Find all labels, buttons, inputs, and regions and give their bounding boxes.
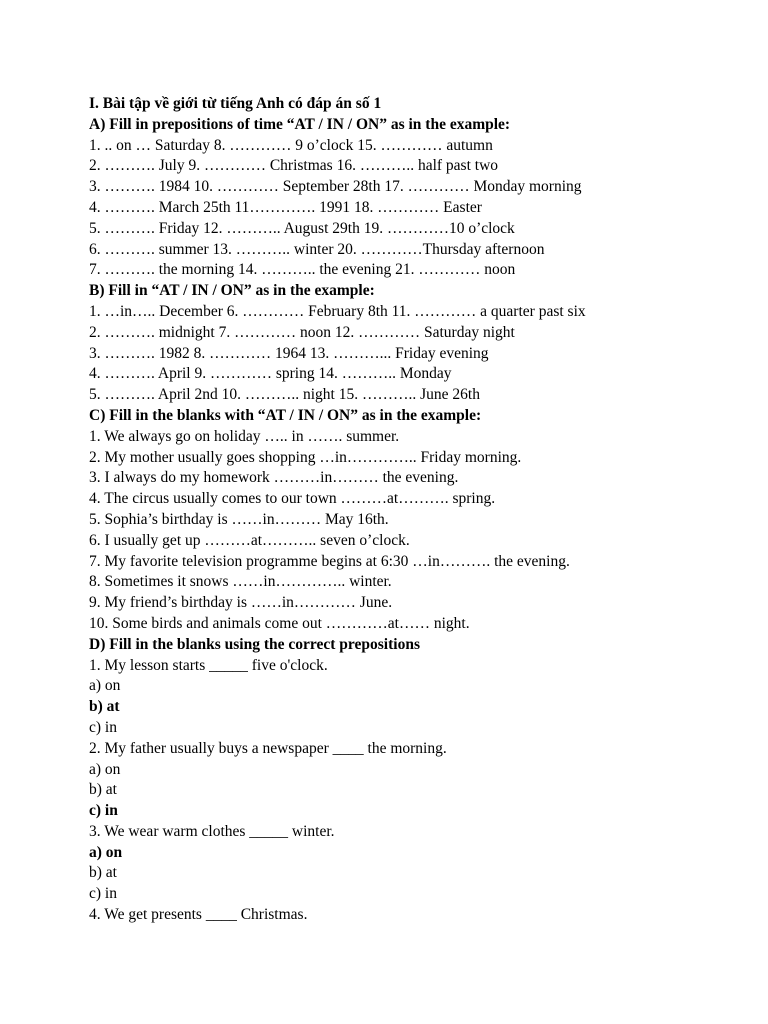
section-c-line-9: 9. My friend’s birthday is ……in………… June. [89, 594, 393, 612]
section-c-line-7: 7. My favorite television programme begins at 6:30 …in………. the evening. [89, 552, 570, 570]
section-a-line-1: 1. .. on … Saturday 8. ………… 9 o’clock 15. ………… autumn [89, 136, 493, 154]
section-a-line-2: 2. ………. July 9. ………… Christmas 16. ……….. half past two [89, 157, 499, 175]
section-b-line-5: 5. ………. April 2nd 10. ……….. night 15. ……….. June 26th [89, 386, 480, 404]
section-a-line-6: 6. ………. summer 13. ……….. winter 20. …………Thursday afternoon [89, 240, 545, 258]
section-d-question-2: 2. My father usually buys a newspaper ____ the morning. [89, 739, 447, 757]
section-d-question-1: 1. My lesson starts _____ five o'clock. [89, 656, 328, 674]
section-a-line-5: 5. ………. Friday 12. ……….. August 29th 19. …………10 o’clock [89, 219, 515, 237]
section-d-q1-option-a: a) on [89, 677, 121, 695]
section-b-heading: B) Fill in “AT / IN / ON” as in the example: [89, 282, 375, 300]
section-d-q1-option-c: c) in [89, 718, 117, 736]
section-d-q3-option-a: a) on [89, 843, 123, 861]
section-c-line-6: 6. I usually get up ………at……….. seven o’clock. [89, 531, 410, 549]
section-d-q1-option-b: b) at [89, 698, 120, 716]
section-a-line-3: 3. ………. 1984 10. ………… September 28th 17. ………… Monday morning [89, 178, 582, 196]
section-d-question-3: 3. We wear warm clothes _____ winter. [89, 822, 335, 840]
section-c-line-5: 5. Sophia’s birthday is ……in……… May 16th. [89, 510, 389, 528]
section-c-line-1: 1. We always go on holiday ….. in ……. summer. [89, 427, 400, 445]
section-a-line-7: 7. ………. the morning 14. ……….. the evening 21. ………… noon [89, 261, 516, 279]
section-d-q2-option-a: a) on [89, 760, 121, 778]
document-page [89, 94, 749, 926]
section-c-line-10: 10. Some birds and animals come out …………at…… night. [89, 614, 470, 632]
section-a-line-4: 4. ………. March 25th 11…………. 1991 18. ………… Easter [89, 198, 482, 216]
section-c-line-2: 2. My mother usually goes shopping …in………….. Friday morning. [89, 448, 522, 466]
section-d-heading: D) Fill in the blanks using the correct prepositions [89, 635, 420, 653]
section-a-heading: A) Fill in prepositions of time “AT / IN / ON” as in the example: [89, 115, 511, 133]
section-c-line-3: 3. I always do my homework ………in……… the evening. [89, 469, 459, 487]
section-b-line-4: 4. ………. April 9. ………… spring 14. ……….. Monday [89, 365, 452, 383]
document-title: I. Bài tập về giới từ tiếng Anh có đáp án số 1 [89, 95, 382, 112]
section-d-q3-option-c: c) in [89, 885, 117, 903]
section-d-q2-option-c: c) in [89, 802, 118, 820]
section-c-line-8: 8. Sometimes it snows ……in………….. winter. [89, 573, 392, 591]
section-b-line-3: 3. ………. 1982 8. ………… 1964 13. ………... Friday evening [89, 344, 489, 362]
section-c-line-4: 4. The circus usually comes to our town ………at………. spring. [89, 490, 496, 508]
section-b-line-2: 2. ………. midnight 7. ………… noon 12. ………… Saturday night [89, 323, 515, 341]
section-d-question-4: 4. We get presents ____ Christmas. [89, 906, 308, 924]
section-c-heading: C) Fill in the blanks with “AT / IN / ON” as in the example: [89, 406, 482, 424]
section-d-q2-option-b: b) at [89, 781, 117, 799]
section-d-q3-option-b: b) at [89, 864, 117, 882]
section-b-line-1: 1. …in….. December 6. ………… February 8th 11. ………… a quarter past six [89, 302, 586, 320]
